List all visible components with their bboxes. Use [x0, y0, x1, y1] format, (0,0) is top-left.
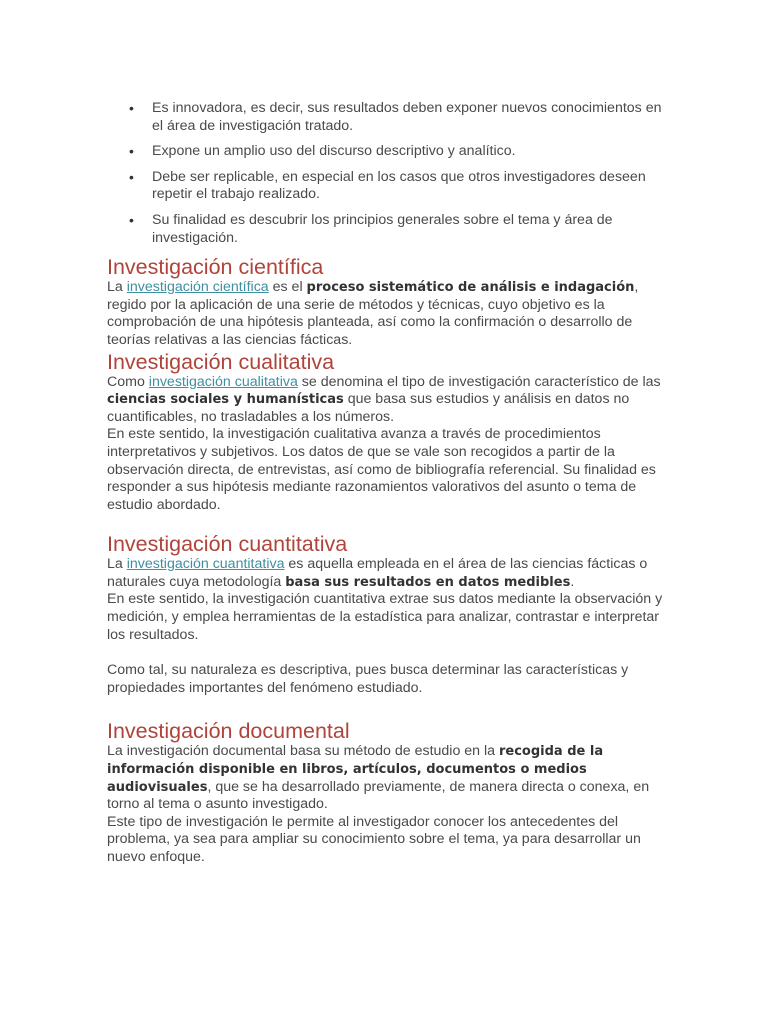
text-span: .	[570, 573, 575, 590]
paragraph-cualitativa-1	[107, 374, 663, 427]
text-span: se denomina el tipo de investigación característico de las	[297, 373, 661, 390]
list-item: • Es innovadora, es decir, sus resultados deben exponer nuevos conocimientos en el área de investigación tratado.	[152, 100, 663, 135]
section-heading-documental: Investigación documental	[107, 719, 350, 744]
bold-text: basa sus resultados en datos medibles	[285, 574, 571, 590]
paragraph-cientifica	[107, 279, 663, 349]
document-page	[107, 100, 663, 867]
text-span: La	[107, 556, 127, 573]
paragraph-cualitativa-2: En este sentido, la investigación cualitativa avanza a través de procedimientos interpretativos y subjetivos. Los datos de que se vale son recogidos a partir de la observación directa, de entrevistas, así como de bibliografía referencial. Su finalidad es responder a sus hipótesis mediante razonamientos valorativos del asunto o tema de estudio abordado.	[107, 426, 656, 513]
paragraph-documental-1	[107, 743, 663, 813]
paragraph-documental-2: Este tipo de investigación le permite al investigador conocer los antecedentes del problema, ya sea para ampliar su conocimiento sobre el tema, ya para desarrollar un nuevo enfoque.	[107, 813, 641, 865]
text-span: es el	[268, 279, 307, 296]
paragraph-cuantitativa-3: Como tal, su naturaleza es descriptiva, pues busca determinar las características y propiedades importantes del fenómeno estudiado.	[107, 662, 629, 696]
text-span: La	[107, 279, 127, 296]
bold-text: recogida de la información disponible en libros, artículos, documentos o medios audiovisuales	[107, 744, 604, 795]
list-item: • Debe ser replicable, en especial en los casos que otros investigadores deseen repetir el trabajo realizado.	[152, 169, 663, 204]
link-investigacion-cientifica[interactable]: investigación científica	[126, 279, 269, 296]
text-span: Como	[107, 373, 149, 390]
section-heading-cualitativa: Investigación cualitativa	[107, 349, 335, 374]
text-span: , que se ha desarrollado previamente, de manera directa o conexa, en torno al tema o asunto investigado.	[107, 778, 650, 813]
link-investigacion-cuantitativa[interactable]: investigación cuantitativa	[126, 556, 285, 573]
link-investigacion-cualitativa[interactable]: investigación cualitativa	[148, 373, 298, 390]
bold-text: proceso sistemático de análisis e indagación	[306, 280, 635, 296]
list-item: • Expone un amplio uso del discurso descriptivo y analítico.	[152, 143, 663, 161]
bold-text: ciencias sociales y humanísticas	[107, 392, 344, 408]
list-item: • Su finalidad es descubrir los principios generales sobre el tema y área de investigación.	[152, 212, 663, 247]
paragraph-cuantitativa-1	[107, 556, 663, 591]
text-span: es aquella empleada en el área de las ciencias fácticas o naturales cuya metodología	[107, 556, 648, 590]
section-heading-cientifica: Investigación científica	[107, 255, 324, 280]
characteristics-list	[107, 100, 663, 247]
text-span: , regido por la aplicación de una serie de métodos y técnicas, cuyo objetivo es la comprobación de una hipótesis planteada, así como la confirmación o desarrollo de teorías relativas a las ciencias fácticas.	[107, 279, 639, 348]
text-span: que basa sus estudios y análisis en datos no cuantificables, no trasladables a los números.	[107, 391, 630, 425]
section-heading-cuantitativa: Investigación cuantitativa	[107, 532, 348, 557]
paragraph-cuantitativa-2: En este sentido, la investigación cuantitativa extrae sus datos mediante la observación y medición, y emplea herramientas de la estadística para analizar, contrastar e interpretar los resultados.	[107, 591, 663, 643]
text-span: La investigación documental basa su método de estudio en la	[107, 743, 499, 760]
